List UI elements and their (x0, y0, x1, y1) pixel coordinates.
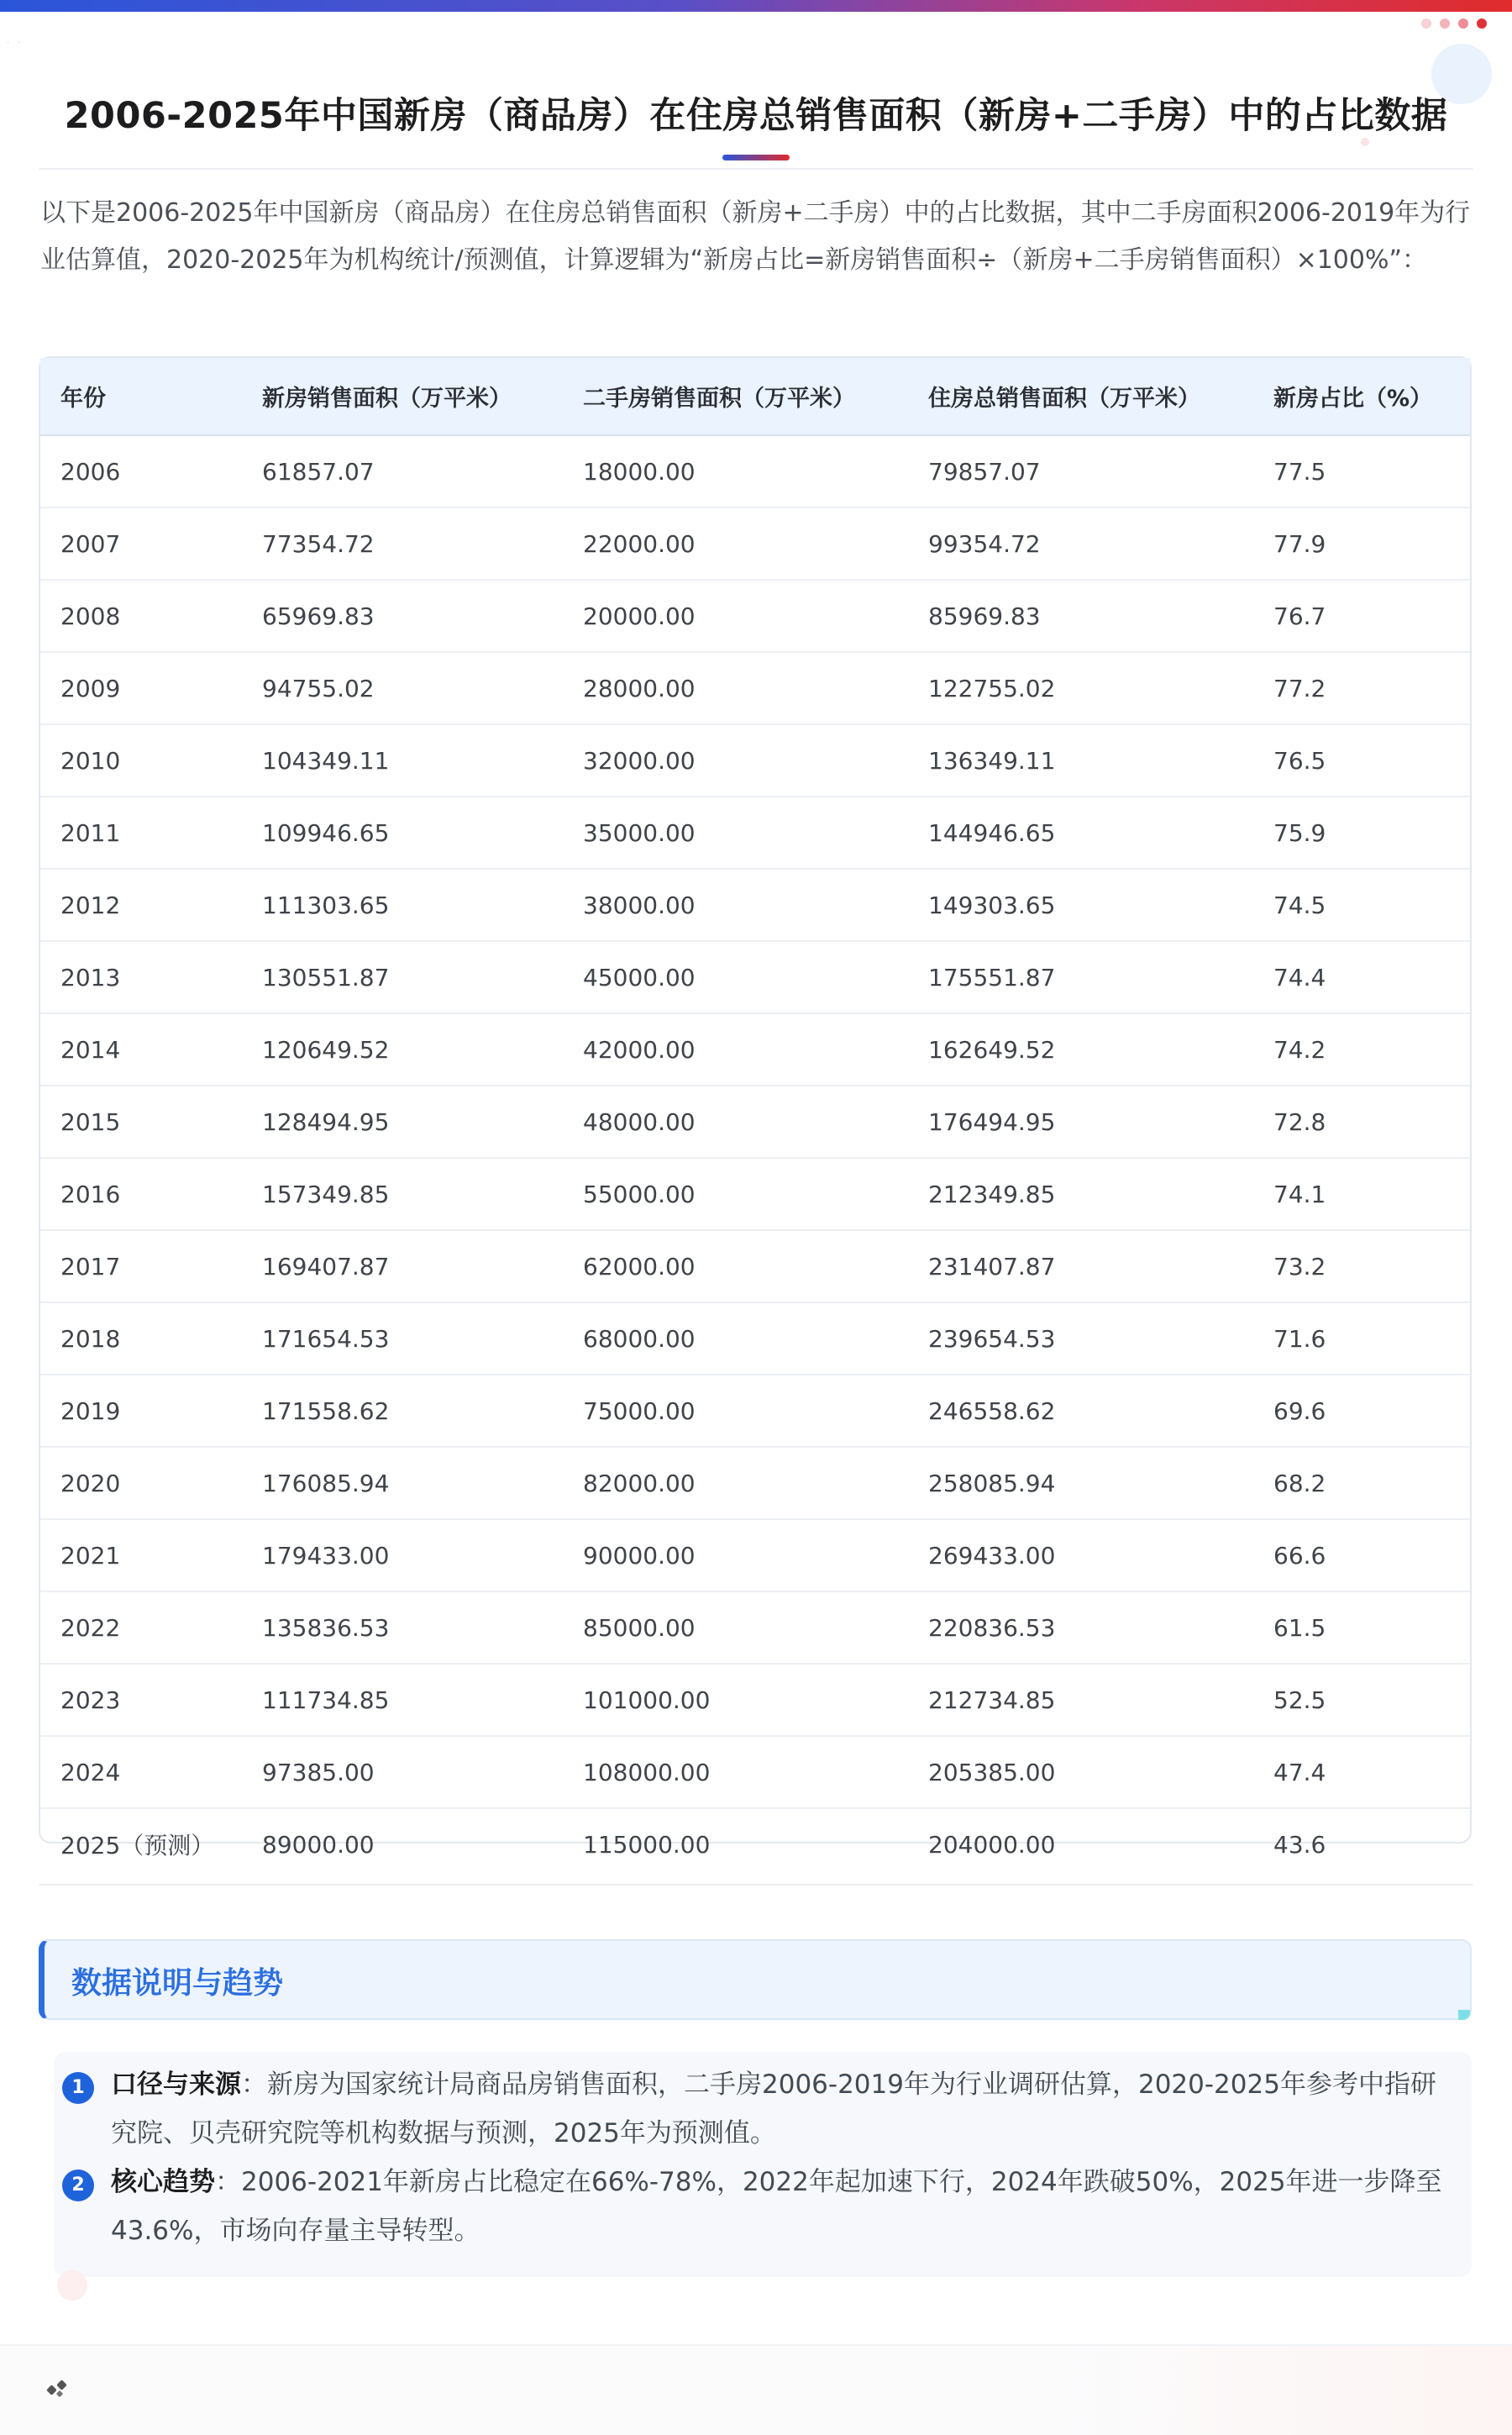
cell-year: 2021 (40, 1519, 242, 1591)
cell-new-area: 109946.65 (242, 797, 563, 869)
cell-year: 2011 (40, 797, 242, 869)
cell-new-area: 89000.00 (262, 1830, 375, 1859)
cell-second-hand-area: 42000.00 (563, 1013, 908, 1086)
cell-second-hand-area: 68000.00 (563, 1302, 908, 1375)
decorative-corner (1458, 2010, 1470, 2020)
note-text: ：新房为国家统计局商品房销售面积，二手房2006-2019年为行业调研估算，2020-2025年参考中指研究院、贝壳研究院等机构数据与预测，2025年为预测值。 (111, 2069, 1436, 2148)
note-text: ：2006-2021年新房占比稳定在66%-78%，2022年起加速下行，2024年跌破50%，2025年进一步降至43.6%，市场向存量主导转型。 (111, 2167, 1442, 2246)
header-new-share: 新房占比（%） (1253, 358, 1470, 435)
cell-second-hand-area: 82000.00 (563, 1447, 908, 1519)
cell-total-area: 269433.00 (908, 1519, 1253, 1591)
cell-new-area: 130551.87 (242, 941, 563, 1013)
window-dots (1421, 18, 1487, 29)
dot-icon (1421, 18, 1431, 29)
cell-new-share: 77.5 (1253, 435, 1470, 508)
cell-new-share: 77.9 (1253, 508, 1470, 580)
table-row (40, 508, 1470, 580)
cell-new-area: 97385.00 (242, 1736, 563, 1808)
title-underline (722, 155, 790, 160)
cell-total-area: 231407.87 (908, 1230, 1253, 1302)
cell-new-area: 171558.62 (242, 1375, 563, 1447)
table-row (40, 797, 1470, 869)
cell-second-hand-area: 85000.00 (563, 1591, 908, 1664)
cell-new-share: 68.2 (1253, 1447, 1470, 1519)
cell-total-area: 258085.94 (908, 1447, 1253, 1519)
cell-new-area: 169407.87 (242, 1230, 563, 1302)
notes-title: 数据说明与趋势 (71, 1966, 284, 2001)
cell-year: 2025（预测） (60, 1832, 215, 1859)
cell-second-hand-area: 62000.00 (563, 1230, 908, 1302)
cell-new-share: 43.6 (1273, 1830, 1326, 1859)
cell-total-area: 204000.00 (928, 1830, 1056, 1859)
intro-paragraph: 以下是2006-2025年中国新房（商品房）在住房总销售面积（新房+二手房）中的占比数据，其中二手房面积2006-2019年为行业估算值，2020-2025年为机构统计/预测值，计算逻辑为“新房占比=新房销售面积÷（新房+二手房销售面积）×100%”： (40, 198, 1471, 275)
cell-new-area: 157349.85 (242, 1158, 563, 1230)
cell-year: 2020 (40, 1447, 242, 1519)
table-row (40, 1736, 1470, 1808)
cell-year: 2017 (40, 1230, 242, 1302)
cell-new-area: 111303.65 (242, 869, 563, 941)
header-new-area: 新房销售面积（万平米） (242, 358, 563, 435)
decorative-dot (1361, 138, 1369, 146)
note-label: 口径与来源 (111, 2069, 241, 2100)
cell-new-area: 94755.02 (242, 652, 563, 724)
table-row (40, 1808, 1470, 1880)
cell-new-share: 77.2 (1253, 652, 1470, 724)
cell-year: 2016 (40, 1158, 242, 1230)
cell-year: 2019 (40, 1375, 242, 1447)
table-row (40, 652, 1470, 724)
dot-icon (1458, 18, 1468, 29)
cell-total-area: 176494.95 (908, 1086, 1253, 1158)
table-row (40, 1519, 1470, 1591)
note-item (62, 2060, 1448, 2158)
cell-new-area: 179433.00 (242, 1519, 563, 1591)
cell-total-area: 212349.85 (908, 1158, 1253, 1230)
footer (0, 2344, 1512, 2435)
cell-new-share: 52.5 (1253, 1664, 1470, 1736)
header-total-area: 住房总销售面积（万平米） (908, 358, 1253, 435)
note-label: 核心趋势 (111, 2167, 215, 2197)
divider (39, 168, 1473, 170)
cell-second-hand-area: 115000.00 (583, 1830, 711, 1859)
data-table (40, 358, 1470, 1880)
dot-icon (1440, 18, 1450, 29)
cell-new-share: 76.5 (1253, 724, 1470, 797)
cell-year: 2010 (40, 724, 242, 797)
cell-new-share: 74.2 (1253, 1013, 1470, 1086)
decorative-dots: ·· (7, 39, 29, 48)
number-badge-icon: 2 (62, 2169, 94, 2201)
cell-total-area: 162649.52 (908, 1013, 1253, 1086)
table-row (40, 724, 1470, 797)
decorative-dot (57, 2270, 87, 2301)
cell-year: 2007 (40, 508, 242, 580)
top-gradient-bar (0, 0, 1512, 12)
cell-total-area: 144946.65 (908, 797, 1253, 869)
cell-new-share: 66.6 (1253, 1519, 1470, 1591)
cell-new-area: 135836.53 (242, 1591, 563, 1664)
table-row (40, 941, 1470, 1013)
cell-year: 2015 (40, 1086, 242, 1158)
cell-total-area: 79857.07 (908, 435, 1253, 508)
cell-new-share: 75.9 (1253, 797, 1470, 869)
cell-total-area: 149303.65 (908, 869, 1253, 941)
header-second-hand-area: 二手房销售面积（万平米） (563, 358, 908, 435)
cell-year: 2008 (40, 580, 242, 652)
cell-new-area: 111734.85 (242, 1664, 563, 1736)
note-item (62, 2158, 1448, 2255)
notes-header (39, 1939, 1472, 2020)
cell-new-area: 171654.53 (242, 1302, 563, 1375)
cell-second-hand-area: 22000.00 (563, 508, 908, 580)
cell-total-area: 175551.87 (908, 941, 1253, 1013)
cell-year: 2014 (40, 1013, 242, 1086)
cell-second-hand-area: 18000.00 (563, 435, 908, 508)
cell-total-area: 122755.02 (908, 652, 1253, 724)
table-row (40, 1447, 1470, 1519)
cell-new-area: 120649.52 (242, 1013, 563, 1086)
table-row (40, 1375, 1470, 1447)
cell-new-share: 74.1 (1253, 1158, 1470, 1230)
table-row (40, 1158, 1470, 1230)
cell-year: 2006 (40, 435, 242, 508)
cell-year: 2018 (40, 1302, 242, 1375)
table-row (40, 1013, 1470, 1086)
cell-total-area: 220836.53 (908, 1591, 1253, 1664)
table-header-row (40, 358, 1470, 435)
cell-year: 2012 (40, 869, 242, 941)
cell-second-hand-area: 75000.00 (563, 1375, 908, 1447)
table-row (40, 435, 1470, 508)
cell-new-area: 77354.72 (242, 508, 563, 580)
cell-second-hand-area: 101000.00 (563, 1664, 908, 1736)
cell-new-share: 61.5 (1253, 1591, 1470, 1664)
notes-box (54, 2052, 1472, 2277)
cell-new-share: 47.4 (1253, 1736, 1470, 1808)
cell-second-hand-area: 108000.00 (563, 1736, 908, 1808)
cell-new-share: 71.6 (1253, 1302, 1470, 1375)
cell-total-area: 99354.72 (908, 508, 1253, 580)
cell-year: 2024 (40, 1736, 242, 1808)
cell-second-hand-area: 32000.00 (563, 724, 908, 797)
cell-new-area: 65969.83 (242, 580, 563, 652)
table-row (40, 1591, 1470, 1664)
cell-second-hand-area: 45000.00 (563, 941, 908, 1013)
cell-second-hand-area: 48000.00 (563, 1086, 908, 1158)
cell-new-share: 72.8 (1253, 1086, 1470, 1158)
cell-new-area: 104349.11 (242, 724, 563, 797)
cell-total-area: 246558.62 (908, 1375, 1253, 1447)
cell-second-hand-area: 35000.00 (563, 797, 908, 869)
cell-new-share: 74.4 (1253, 941, 1470, 1013)
cell-new-share: 69.6 (1253, 1375, 1470, 1447)
cell-second-hand-area: 55000.00 (563, 1158, 908, 1230)
cell-total-area: 205385.00 (908, 1736, 1253, 1808)
dot-icon (1477, 18, 1487, 29)
cell-new-area: 61857.07 (242, 435, 563, 508)
cell-total-area: 239654.53 (908, 1302, 1253, 1375)
cell-new-share: 74.5 (1253, 869, 1470, 941)
cell-second-hand-area: 20000.00 (563, 580, 908, 652)
cell-year: 2023 (40, 1664, 242, 1736)
table-row (40, 869, 1470, 941)
table-row (40, 1664, 1470, 1736)
table-body (40, 435, 1470, 1880)
sparkle-logo-icon (44, 2375, 72, 2403)
cell-new-share: 73.2 (1253, 1230, 1470, 1302)
header-year: 年份 (40, 358, 242, 435)
table-row (40, 1086, 1470, 1158)
cell-total-area: 85969.83 (908, 580, 1253, 652)
cell-second-hand-area: 38000.00 (563, 869, 908, 941)
number-badge-icon: 1 (62, 2072, 94, 2104)
cell-new-area: 128494.95 (242, 1086, 563, 1158)
cell-year: 2009 (40, 652, 242, 724)
cell-year: 2013 (40, 941, 242, 1013)
cell-total-area: 136349.11 (908, 724, 1253, 797)
table-row (40, 1230, 1470, 1302)
cell-year: 2022 (40, 1591, 242, 1664)
cell-new-share: 76.7 (1253, 580, 1470, 652)
table-row (40, 1302, 1470, 1375)
page-title: 2006-2025年中国新房（商品房）在住房总销售面积（新房+二手房）中的占比数据 (64, 95, 1448, 137)
data-table-container (39, 356, 1472, 1859)
table-row (40, 580, 1470, 652)
cell-total-area: 212734.85 (908, 1664, 1253, 1736)
cell-second-hand-area: 90000.00 (563, 1519, 908, 1591)
section-divider (39, 1884, 1473, 1885)
cell-second-hand-area: 28000.00 (563, 652, 908, 724)
cell-new-area: 176085.94 (242, 1447, 563, 1519)
